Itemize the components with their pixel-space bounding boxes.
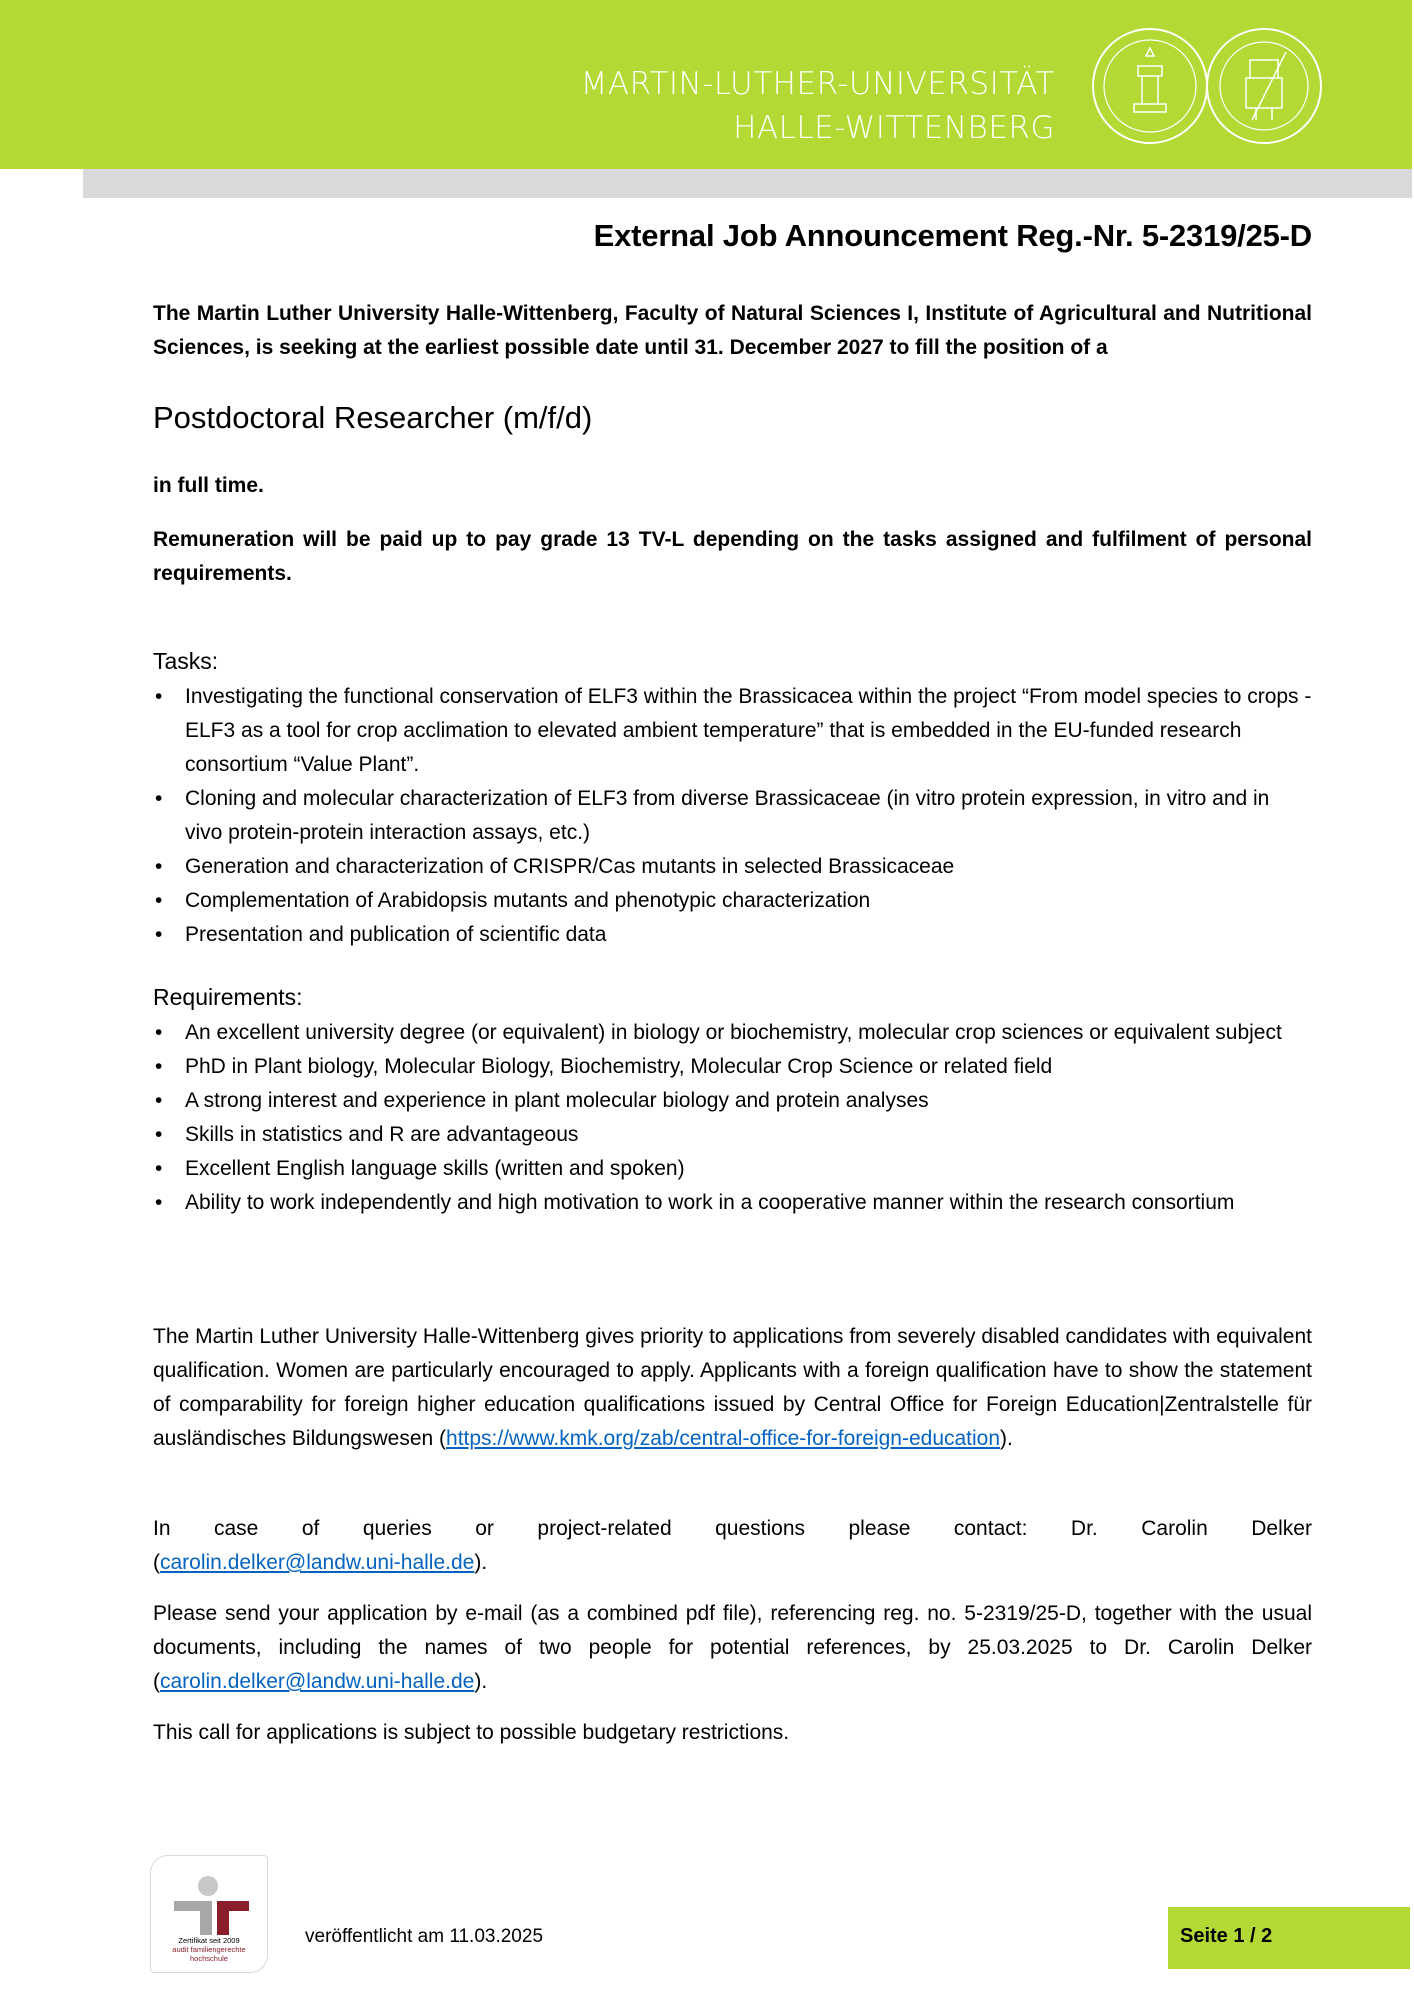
university-seal-wittenberg-icon [1207,29,1321,143]
contact-word: case [214,1517,259,1540]
contact-word: please [848,1517,911,1540]
contact-close: ). [474,1551,488,1574]
requirement-text: A strong interest and experience in plant molecular biology and protein analyses [185,1089,929,1112]
bullet-icon: • [155,1089,163,1112]
tasks-list [153,680,1312,952]
header-gray-bar [83,169,1412,198]
requirement-text: PhD in Plant biology, Molecular Biology, Biochemistry, Molecular Crop Science or related field [185,1055,1053,1078]
requirement-item [153,1152,1312,1186]
application-email-link[interactable]: carolin.delker@landw.uni-halle.de [160,1670,475,1693]
family-audit-certificate-logo [150,1855,268,1973]
certificate-text [151,1936,267,1963]
intro-paragraph: The Martin Luther University Halle-Wittenberg, Faculty of Natural Sciences I, Institute of Agricultural and Nutritional Sciences, is seeking at the earliest possible date until 31. December 2027 to fill the position of a [153,302,1312,359]
announcement-title: External Job Announcement Reg.-Nr. 5-2319/25-D [593,218,1312,253]
contact-word: or [475,1517,494,1540]
contact-word: queries [362,1517,432,1540]
logo-gray-stem [200,1901,212,1935]
bullet-icon: • [155,1123,163,1146]
contact-open: ( [153,1551,160,1574]
contact-word: of [301,1517,320,1540]
university-name [581,62,1055,150]
university-name-line2: HALLE-WITTENBERG [733,110,1055,146]
task-item [153,884,1312,918]
requirement-item [153,1050,1312,1084]
published-date: veröffentlicht am 11.03.2025 [305,1926,544,1947]
contact-paragraph [153,1512,1312,1580]
university-name-line1: MARTIN-LUTHER-UNIVERSITÄT [580,66,1055,102]
contact-email-link[interactable]: carolin.delker@landw.uni-halle.de [160,1551,475,1574]
budget-note: This call for applications is subject to possible budgetary restrictions. [153,1721,790,1744]
bullet-icon: • [155,1055,163,1078]
application-paragraph [153,1597,1312,1699]
task-text: Cloning and molecular characterization of ELF3 from diverse Brassicaceae (in vitro protein expression, in vitro and in vivo protein-protein interaction assays, etc.) [185,787,1270,844]
certificate-line3: hochschule [190,1954,228,1963]
university-seal-halle-icon [1093,29,1207,143]
task-text: Investigating the functional conservation of ELF3 within the Brassicacea within the project “From model species to crops -ELF3 as a tool for crop acclimation to elevated ambient temperature” that is embedded in the EU-funded research consortium “Value Plant”. [185,685,1312,776]
contact-word: questions [715,1517,806,1540]
university-seals [1090,26,1350,146]
task-text: Presentation and publication of scientific data [185,923,607,946]
logo-red-stem [217,1901,229,1935]
requirement-text: Ability to work independently and high motivation to work in a cooperative manner within the research consortium [185,1191,1235,1214]
contact-email-line [153,1546,1312,1580]
requirement-item [153,1186,1312,1220]
contact-word: Carolin [1141,1517,1208,1540]
page-number: Seite 1 / 2 [1180,1925,1273,1947]
bullet-icon: • [155,855,163,878]
bullet-icon: • [155,1021,163,1044]
application-text: Please send your application by e-mail (as a combined pdf file), referencing reg. no. 5-2319/25-D, together with the usual documents, including the names of two people for potential references, by 25.03.2025 to Dr. Carolin Delker ( [153,1602,1312,1693]
bullet-icon: • [155,923,163,946]
priority-paragraph [153,1320,1312,1456]
task-item [153,782,1312,850]
page-indicator [1168,1907,1410,1969]
task-item [153,680,1312,782]
bullet-icon: • [155,1157,163,1180]
contact-word: Delker [1251,1517,1312,1540]
remuneration-paragraph: Remuneration will be paid up to pay grade 13 TV-L depending on the tasks assigned and fulfilment of personal requirements. [153,528,1312,585]
requirements-list [153,1016,1312,1220]
contact-word: project-related [537,1517,672,1540]
task-item [153,850,1312,884]
zab-link[interactable]: https://www.kmk.org/zab/central-office-for-foreign-education [446,1427,1001,1450]
requirement-item [153,1118,1312,1152]
bullet-icon: • [155,787,163,810]
bullet-icon: • [155,1191,163,1214]
bullet-icon: • [155,889,163,912]
application-after: ). [474,1670,488,1693]
requirement-item [153,1084,1312,1118]
tasks-heading: Tasks: [153,648,219,674]
requirements-heading: Requirements: [153,984,303,1010]
task-text: Complementation of Arabidopsis mutants and phenotypic characterization [185,889,871,912]
employment-type: in full time. [153,474,264,497]
requirement-text: An excellent university degree (or equivalent) in biology or biochemistry, molecular crop sciences or equivalent subject [185,1021,1282,1044]
contact-word: contact: [953,1517,1028,1540]
requirement-text: Skills in statistics and R are advantageous [185,1123,579,1146]
contact-line [153,1512,1312,1546]
task-text: Generation and characterization of CRISPR/Cas mutants in selected Brassicaceae [185,855,955,878]
logo-dot-icon [198,1876,218,1896]
priority-after: ). [1000,1427,1013,1450]
contact-word: In [153,1517,171,1540]
priority-text: The Martin Luther University Halle-Wittenberg gives priority to applications from severely disabled candidates with equivalent qualification. Women are particularly encouraged to apply. Applicants with a foreign qualification have to show the statement of comparability for foreign higher education qualifications issued by Central Office for Foreign Education|Zentralstelle für ausländisches Bildungswesen ( [153,1325,1312,1450]
position-title: Postdoctoral Researcher (m/f/d) [153,400,593,435]
bullet-icon: • [155,685,163,708]
certificate-line1: Zertifikat seit 2009 [178,1936,240,1945]
certificate-line2: audit familiengerechte [172,1945,246,1954]
requirement-text: Excellent English language skills (written and spoken) [185,1157,685,1180]
task-item [153,918,1312,952]
contact-word: Dr. [1070,1517,1098,1540]
requirement-item [153,1016,1312,1050]
